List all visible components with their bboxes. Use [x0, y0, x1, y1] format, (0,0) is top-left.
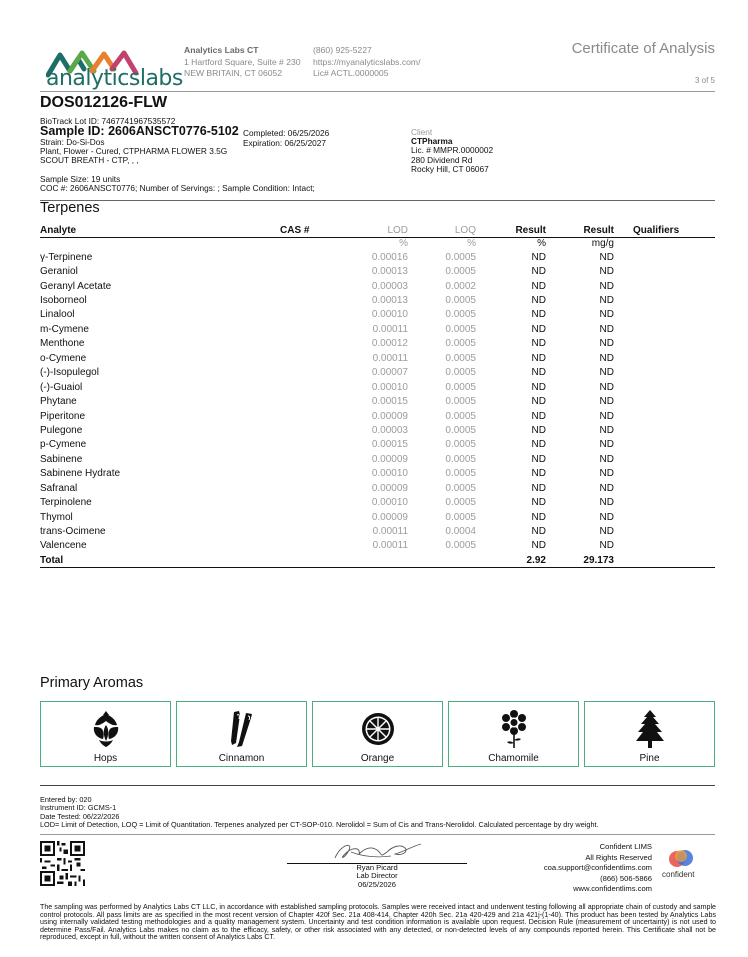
- strain: Strain: Do-Si-Dos: [40, 137, 105, 147]
- qualifier-cell: [614, 452, 715, 466]
- total-qualifier-cell: [614, 553, 715, 567]
- cas-cell: [280, 481, 343, 495]
- analyte-cell: Safranal: [40, 482, 78, 494]
- sample-size: Sample Size: 19 units: [40, 174, 121, 184]
- analyte-cell: p-Cymene: [40, 439, 87, 451]
- loq-cell: 0.0005: [445, 309, 476, 321]
- result-pct-cell: ND: [531, 251, 546, 263]
- result-mg-cell: ND: [599, 280, 614, 292]
- product-line: SCOUT BREATH - CTP, , ,: [40, 155, 139, 166]
- result-mg-cell: ND: [599, 352, 614, 364]
- disclaimer: The sampling was performed by Analytics Labs CT LLC, in accordance with established sampling protocols. Samples were received intact and underwent testing following all appropriate chain of custody and sample control protocols. All pass limits are as specified in the most recent version of Chapter 420f Sec. 21a 408-414, Chapter 420h Sec. 21a 420-429 and 21a 421j-(1-40). This product has been tested by Analytics Labs using internally validated testing methodologies and a quality management system. Uncertainty and test condition information is available upon request. Decision Rule (measurement of uncertainty) is not used to determine Pass/Fail. Analytics Labs makes no claim as to the efficacy, safety, or other risk associated with any detected, or non-detected levels of any compounds reported herein. This Certificate shall not be reproduced, except in full, without the written consent of Analytics Labs CT.: [40, 903, 716, 942]
- cas-cell: [280, 351, 343, 365]
- result-mg-cell: ND: [599, 453, 614, 465]
- loq-cell: 0.0005: [445, 482, 476, 494]
- client-name: CTPharma: [411, 136, 453, 147]
- client-address-1: 280 Dividend Rd: [411, 154, 473, 165]
- table-row: [40, 264, 715, 278]
- cas-cell: [280, 423, 343, 437]
- loq-cell: 0.0005: [445, 497, 476, 509]
- analyte-cell: Menthone: [40, 338, 85, 350]
- unit-cell: %: [467, 238, 476, 250]
- result-mg-cell: ND: [599, 410, 614, 422]
- aroma-card-chamomile: [448, 701, 579, 767]
- qualifier-cell: [614, 351, 715, 365]
- lod-cell: 0.00015: [371, 439, 408, 451]
- qualifier-cell: [614, 264, 715, 278]
- total-result-pct-cell: 2.92: [476, 553, 546, 567]
- result-mg-cell: ND: [599, 468, 614, 480]
- loq-cell: 0.0002: [445, 280, 476, 292]
- table-row: [40, 308, 715, 322]
- result-mg-cell: ND: [599, 424, 614, 436]
- cas-cell: [280, 293, 343, 307]
- client-block: [411, 128, 493, 174]
- table-row: [40, 394, 715, 408]
- lod-cell: 0.00009: [371, 453, 408, 465]
- result-pct-cell: ND: [531, 482, 546, 494]
- analyte-cell: Thymol: [40, 511, 73, 523]
- analyte-cell: Linalool: [40, 309, 75, 321]
- unit-cell: [280, 237, 343, 250]
- result-pct-cell: ND: [531, 381, 546, 393]
- qualifier-cell: [614, 293, 715, 307]
- table-row: [40, 467, 715, 481]
- table-row: [40, 452, 715, 466]
- lod-cell: 0.00013: [371, 295, 408, 307]
- sample-size-block: [40, 175, 315, 193]
- qualifier-cell: [614, 510, 715, 524]
- chamomile-icon: [497, 709, 531, 749]
- qualifier-cell: [614, 467, 715, 481]
- table-row: [40, 366, 715, 380]
- unit-cell: mg/g: [591, 238, 614, 250]
- lod-cell: 0.00007: [371, 367, 408, 379]
- lab-name: Analytics Labs CT: [184, 45, 259, 55]
- analyte-cell: Geranyl Acetate: [40, 280, 112, 292]
- cas-cell: [280, 467, 343, 481]
- result-mg-cell: ND: [599, 338, 614, 350]
- expiration-date: Expiration: 06/25/2027: [243, 138, 327, 149]
- analyte-cell: m-Cymene: [40, 323, 89, 335]
- analyte-cell: (-)-Isopulegol: [40, 367, 99, 379]
- table-row: [40, 279, 715, 293]
- coc-info: COC #: 2606ANSCT0776; Number of Servings: ; Sample Condition: Intact;: [40, 183, 315, 194]
- qualifier-cell: [614, 539, 715, 553]
- result-pct-cell: ND: [531, 424, 546, 436]
- result-pct-cell: ND: [531, 266, 546, 278]
- total-lod-cell: [343, 553, 408, 567]
- result-mg-cell: ND: [599, 309, 614, 321]
- total-loq-cell: [408, 553, 476, 567]
- qualifier-cell: [614, 337, 715, 351]
- qualifier-cell: [614, 279, 715, 293]
- table-row: [40, 510, 715, 524]
- loq-cell: 0.0005: [445, 352, 476, 364]
- qr-code[interactable]: [40, 841, 85, 886]
- sign-date: 06/25/2026: [357, 879, 396, 889]
- completed-date: Completed: 06/25/2026: [243, 128, 330, 138]
- lab-address-1: 1 Hartford Square, Suite # 230: [184, 56, 301, 67]
- unit-cell: %: [399, 238, 408, 250]
- lod-cell: 0.00015: [371, 396, 408, 408]
- table-header-row: [40, 224, 715, 237]
- result-pct-cell: ND: [531, 396, 546, 408]
- table-row: [40, 438, 715, 452]
- loq-cell: 0.0005: [445, 511, 476, 523]
- lims-phone: (866) 506-5866: [600, 873, 652, 883]
- lod-cell: 0.00003: [371, 280, 408, 292]
- cinnamon-icon: [225, 709, 259, 749]
- result-pct-cell: ND: [531, 410, 546, 422]
- analyte-cell: o-Cymene: [40, 352, 87, 364]
- lod-cell: 0.00011: [372, 540, 408, 552]
- cas-cell: [280, 438, 343, 452]
- section-divider: [40, 200, 715, 201]
- analyte-cell: Isoborneol: [40, 295, 87, 307]
- cas-cell: [280, 394, 343, 408]
- aroma-label: Hops: [93, 753, 118, 764]
- lims-name: Confident LIMS: [599, 842, 652, 851]
- cas-cell: [280, 279, 343, 293]
- lims-email[interactable]: coa.support@confidentlims.com: [543, 863, 652, 872]
- cas-cell: [280, 264, 343, 278]
- qualifier-cell: [614, 524, 715, 538]
- loq-cell: 0.0005: [445, 410, 476, 422]
- result-pct-cell: ND: [531, 367, 546, 379]
- test-metadata: [40, 796, 599, 829]
- loq-cell: 0.0005: [445, 381, 476, 393]
- col-lod: LOD: [343, 224, 408, 237]
- total-analyte-cell: Total: [40, 553, 280, 567]
- loq-cell: 0.0005: [445, 468, 476, 480]
- document-title: Certificate of Analysis: [571, 40, 715, 57]
- cas-cell: [280, 250, 343, 264]
- cas-cell: [280, 322, 343, 336]
- sample-id: Sample ID: 2606ANSCT0776-5102: [40, 124, 239, 138]
- lab-website[interactable]: https://myanalyticslabs.com/: [313, 56, 421, 67]
- units-row: [40, 237, 715, 250]
- aroma-label: Cinnamon: [218, 753, 265, 764]
- analyte-cell: Piperitone: [40, 410, 86, 422]
- qualifier-cell: [614, 366, 715, 380]
- logo-wordmark: analyticslabs: [46, 66, 183, 91]
- lims-info: [544, 842, 652, 895]
- analyte-cell: Geraniol: [40, 266, 78, 278]
- qualifier-cell: [614, 423, 715, 437]
- terpenes-table: [40, 224, 715, 568]
- analyte-cell: Sabinene Hydrate: [40, 468, 121, 480]
- lab-info: [184, 45, 301, 80]
- loq-cell: 0.0005: [445, 424, 476, 436]
- table-row: [40, 322, 715, 336]
- terpenes-title: Terpenes: [40, 200, 100, 216]
- result-pct-cell: ND: [531, 468, 546, 480]
- header-divider: [40, 91, 715, 92]
- result-pct-cell: ND: [531, 439, 546, 451]
- result-mg-cell: ND: [599, 526, 614, 538]
- signer-block: [287, 864, 467, 889]
- client-license: Lic. # MMPR.0000002: [411, 145, 494, 156]
- analyte-cell: Valencene: [40, 540, 87, 552]
- sample-code: DOS012126-FLW: [40, 94, 168, 111]
- unit-cell: %: [537, 238, 546, 250]
- signer-name: Ryan Picard: [356, 863, 398, 872]
- loq-cell: 0.0005: [445, 295, 476, 307]
- result-mg-cell: ND: [599, 266, 614, 278]
- analyte-cell: Terpinolene: [40, 497, 92, 509]
- table-row: [40, 524, 715, 538]
- lab-contact: [313, 45, 420, 80]
- pine-icon: [633, 709, 667, 749]
- result-pct-cell: ND: [531, 309, 546, 321]
- qualifier-cell: [614, 250, 715, 264]
- col-result-mg: Result: [546, 224, 614, 237]
- lod-cell: 0.00009: [371, 482, 408, 494]
- aroma-card-hops: [40, 701, 171, 767]
- loq-cell: 0.0005: [445, 540, 476, 552]
- qualifier-cell: [614, 308, 715, 322]
- analyte-cell: Phytane: [40, 396, 77, 408]
- cas-cell: [280, 380, 343, 394]
- lab-address-2: NEW BRITAIN, CT 06052: [184, 68, 283, 78]
- result-mg-cell: ND: [599, 540, 614, 552]
- col-loq: LOQ: [408, 224, 476, 237]
- table-row: [40, 380, 715, 394]
- cas-cell: [280, 409, 343, 423]
- result-pct-cell: ND: [531, 295, 546, 307]
- footer-divider: [40, 785, 715, 786]
- lod-cell: 0.00010: [371, 497, 408, 509]
- lot-id: BioTrack Lot ID: 7467741967535572: [40, 116, 176, 126]
- result-mg-cell: ND: [599, 439, 614, 451]
- aroma-card-orange: [312, 701, 443, 767]
- qualifier-cell: [614, 394, 715, 408]
- table-row: [40, 351, 715, 365]
- aroma-label: Orange: [360, 753, 395, 764]
- cas-cell: [280, 452, 343, 466]
- analyte-cell: Sabinene: [40, 453, 83, 465]
- page-number: 3 of 5: [694, 76, 715, 85]
- loq-cell: 0.0005: [445, 396, 476, 408]
- loq-cell: 0.0005: [445, 453, 476, 465]
- result-mg-cell: ND: [599, 323, 614, 335]
- analyte-cell: (-)-Guaiol: [40, 381, 83, 393]
- lod-cell: 0.00010: [371, 309, 408, 321]
- loq-cell: 0.0005: [445, 439, 476, 451]
- result-mg-cell: ND: [599, 497, 614, 509]
- result-pct-cell: ND: [531, 511, 546, 523]
- sample-details: [40, 138, 227, 166]
- signer-title: Lab Director: [356, 871, 398, 881]
- result-mg-cell: ND: [599, 381, 614, 393]
- lod-cell: 0.00003: [371, 424, 408, 436]
- lod-note: LOD= Limit of Detection, LOQ = Limit of Quantitation. Terpenes analyzed per CT-SOP-010. Nerolidol = Sum of Cis and Trans-Nerolidol. Calculated percentage by dry weight.: [40, 819, 599, 829]
- total-result-mg-cell: 29.173: [546, 553, 614, 567]
- result-pct-cell: ND: [531, 323, 546, 335]
- signature: [331, 838, 425, 864]
- lod-cell: 0.00011: [372, 352, 408, 364]
- date-tested: Date Tested: 06/22/2026: [40, 811, 120, 821]
- cas-cell: [280, 308, 343, 322]
- total-cas-cell: [280, 553, 343, 567]
- sample-dates: [243, 128, 329, 149]
- cas-cell: [280, 495, 343, 509]
- qualifier-cell: [614, 380, 715, 394]
- qualifier-cell: [614, 481, 715, 495]
- qualifier-cell: [614, 322, 715, 336]
- confident-logo-icon: [668, 847, 694, 869]
- table-row: [40, 481, 715, 495]
- entered-by: Entered by: 020: [40, 795, 92, 804]
- matrix: Plant, Flower - Cured, CTPHARMA FLOWER 3.5G: [40, 146, 228, 157]
- lod-cell: 0.00010: [371, 381, 408, 393]
- result-mg-cell: ND: [599, 295, 614, 307]
- lab-license: Lic# ACTL.0000005: [313, 68, 389, 78]
- lod-cell: 0.00009: [371, 511, 408, 523]
- instrument-id: Instrument ID: GCMS-1: [40, 803, 117, 813]
- qualifier-cell: [614, 438, 715, 452]
- loq-cell: 0.0005: [445, 338, 476, 350]
- aromas-title: Primary Aromas: [40, 675, 144, 691]
- orange-icon: [361, 709, 395, 749]
- table-row: [40, 495, 715, 509]
- unit-cell: [614, 237, 715, 250]
- lims-website[interactable]: www.confidentlims.com: [573, 884, 652, 893]
- col-qualifiers: Qualifiers: [614, 224, 715, 237]
- loq-cell: 0.0005: [445, 367, 476, 379]
- result-pct-cell: ND: [531, 338, 546, 350]
- lod-cell: 0.00010: [371, 468, 408, 480]
- loq-cell: 0.0004: [445, 526, 476, 538]
- col-cas: CAS #: [280, 224, 343, 237]
- result-mg-cell: ND: [599, 396, 614, 408]
- table-row: [40, 250, 715, 264]
- result-pct-cell: ND: [531, 453, 546, 465]
- result-mg-cell: ND: [599, 511, 614, 523]
- result-pct-cell: ND: [531, 352, 546, 364]
- lod-cell: 0.00011: [372, 323, 408, 335]
- loq-cell: 0.0005: [445, 323, 476, 335]
- table-row: [40, 423, 715, 437]
- table-row: [40, 409, 715, 423]
- client-address-2: Rocky Hill, CT 06067: [411, 163, 489, 174]
- col-result-pct: Result: [476, 224, 546, 237]
- cas-cell: [280, 539, 343, 553]
- aroma-card-cinnamon: [176, 701, 307, 767]
- client-label: Client: [411, 127, 433, 137]
- result-pct-cell: ND: [531, 497, 546, 509]
- loq-cell: 0.0005: [445, 251, 476, 263]
- qualifier-cell: [614, 409, 715, 423]
- analyte-cell: trans-Ocimene: [40, 526, 106, 538]
- result-mg-cell: ND: [599, 367, 614, 379]
- lod-cell: 0.00016: [371, 251, 408, 263]
- result-mg-cell: ND: [599, 482, 614, 494]
- table-row: [40, 293, 715, 307]
- result-pct-cell: ND: [531, 280, 546, 292]
- table-row: [40, 337, 715, 351]
- analyte-cell: γ-Terpinene: [40, 251, 93, 263]
- lims-rights: All Rights Reserved: [585, 852, 652, 862]
- table-row: [40, 539, 715, 553]
- lod-cell: 0.00009: [371, 410, 408, 422]
- cas-cell: [280, 366, 343, 380]
- result-pct-cell: ND: [531, 540, 546, 552]
- lod-cell: 0.00013: [371, 266, 408, 278]
- result-mg-cell: ND: [599, 251, 614, 263]
- confident-logo-text: confident: [662, 870, 695, 879]
- cas-cell: [280, 337, 343, 351]
- qualifier-cell: [614, 495, 715, 509]
- col-analyte: Analyte: [40, 224, 280, 237]
- result-pct-cell: ND: [531, 526, 546, 538]
- lod-cell: 0.00012: [371, 338, 408, 350]
- cas-cell: [280, 510, 343, 524]
- footer-divider-2: [40, 834, 715, 835]
- aroma-card-pine: [584, 701, 715, 767]
- analyte-cell: Pulegone: [40, 424, 83, 436]
- cas-cell: [280, 524, 343, 538]
- loq-cell: 0.0005: [445, 266, 476, 278]
- unit-cell: [40, 237, 280, 250]
- aroma-label: Chamomile: [488, 753, 539, 764]
- total-row: [40, 553, 715, 567]
- aroma-label: Pine: [639, 753, 660, 764]
- lod-cell: 0.00011: [372, 526, 408, 538]
- lab-phone: (860) 925-5227: [313, 45, 372, 55]
- hops-icon: [89, 709, 123, 749]
